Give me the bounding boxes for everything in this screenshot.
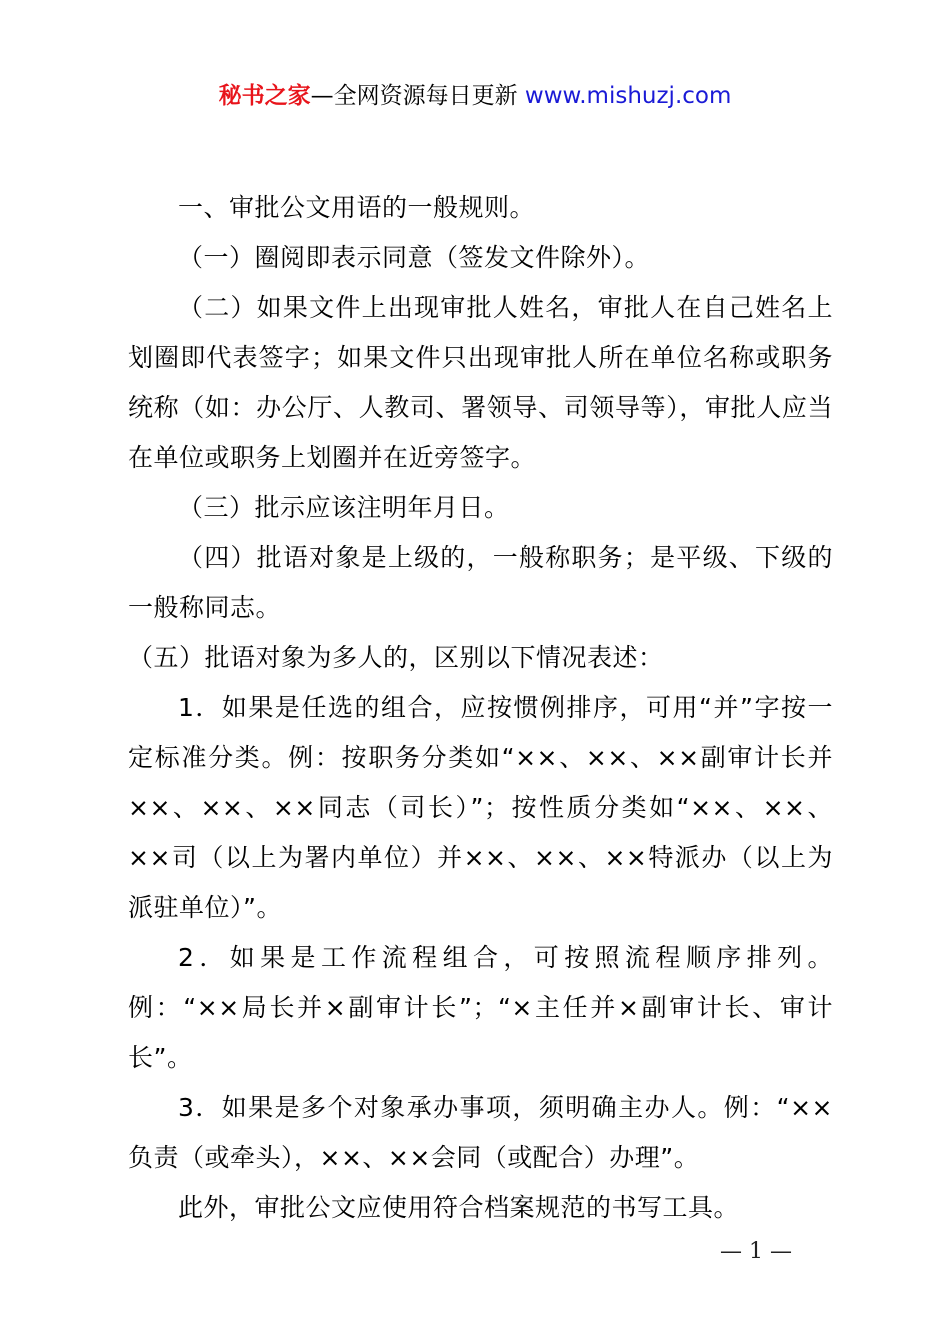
banner-tagline: —全网资源每日更新 xyxy=(310,83,525,109)
sub-item-2: 2．如果是工作流程组合，可按照流程顺序排列。例：“××局长并×副审计长”；“×主任并×副审计长、审计长”。 xyxy=(128,943,833,1072)
site-banner xyxy=(0,78,950,114)
sub-item-3: 3．如果是多个对象承办事项，须明确主办人。例：“××负责（或牵头），××、××会同（或配合）办理”。 xyxy=(128,1093,833,1172)
section-heading: 一、审批公文用语的一般规则。 xyxy=(178,193,536,222)
rule-item-4: （四）批语对象是上级的，一般称职务；是平级、下级的一般称同志。 xyxy=(128,543,833,622)
document-body xyxy=(128,183,833,1233)
sub-item-1: 1．如果是任选的组合，应按惯例排序，可用“并”字按一定标准分类。例：按职务分类如“××、××、××副审计长并××、××、××同志（司长）”；按性质分类如“××、××、××司（以上为署内单位）并××、××、××特派办（以上为派驻单位）”。 xyxy=(128,693,833,922)
rule-item-2: （二）如果文件上出现审批人姓名，审批人在自己姓名上划圈即代表签字；如果文件只出现审批人所在单位名称或职务统称（如：办公厅、人教司、署领导、司领导等），审批人应当在单位或职务上划圈并在近旁签字。 xyxy=(128,293,833,472)
brand-name: 秘书之家 xyxy=(218,83,311,109)
site-url-link[interactable]: www.mishuzj.com xyxy=(524,83,732,109)
closing-paragraph: 此外，审批公文应使用符合档案规范的书写工具。 xyxy=(178,1193,740,1222)
rule-item-3: （三）批示应该注明年月日。 xyxy=(178,493,510,522)
page-number: — 1 — xyxy=(720,1239,792,1264)
rule-item-5: （五）批语对象为多人的，区别以下情况表述： xyxy=(128,643,664,672)
rule-item-1: （一）圈阅即表示同意（签发文件除外）。 xyxy=(178,243,651,272)
